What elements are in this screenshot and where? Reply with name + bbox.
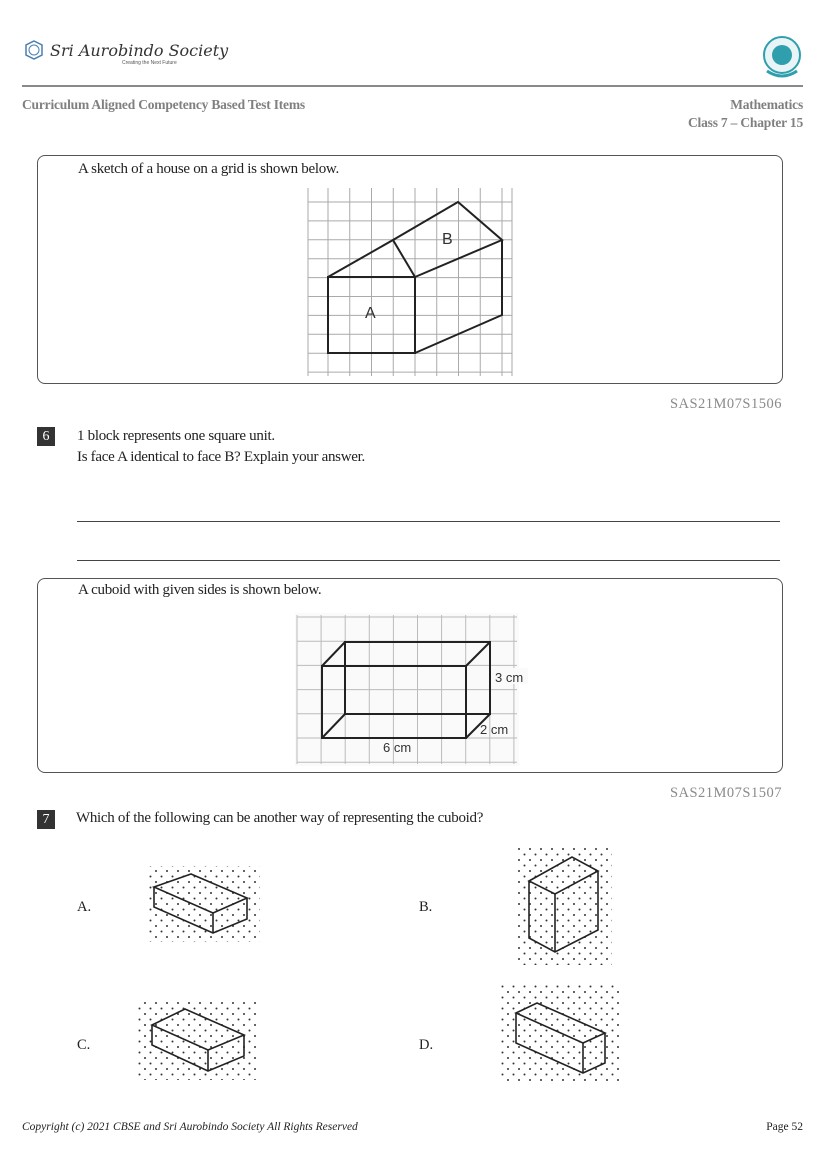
answer-line[interactable] (77, 560, 780, 561)
option-d-figure[interactable] (500, 985, 622, 1082)
question-number: 7 (37, 810, 55, 829)
option-a-figure[interactable] (146, 866, 260, 942)
option-d-label[interactable]: D. (419, 1037, 434, 1053)
item-code: SAS21M07S1507 (669, 785, 782, 801)
options-figures (0, 840, 827, 1090)
cbse-emblem (761, 35, 803, 81)
question-line-2: Is face A identical to face B? Explain your answer. (77, 449, 365, 465)
class-chapter: Class 7 – Chapter 15 (687, 115, 803, 130)
sri-aurobindo-society-logo (22, 36, 229, 68)
face-b-label: B (442, 231, 453, 248)
option-c-figure[interactable] (138, 1001, 259, 1080)
option-b-label[interactable]: B. (419, 899, 433, 915)
page-number: Page 52 (766, 1121, 803, 1133)
copyright: Copyright (c) 2021 CBSE and Sri Aurobindo Society All Rights Reserved (22, 1121, 358, 1133)
option-c-label[interactable]: C. (77, 1037, 91, 1053)
depth-label: 2 cm (480, 722, 509, 737)
subject: Mathematics (730, 97, 803, 112)
svg-text:Sri Aurobindo Society: Sri Aurobindo Society (50, 41, 229, 60)
item-code: SAS21M07S1506 (669, 396, 782, 412)
height-label: 3 cm (495, 670, 524, 685)
stimulus-text: A cuboid with given sides is shown below. (78, 582, 322, 598)
question-number: 6 (37, 427, 55, 446)
question-line-1: 1 block represents one square unit. (77, 428, 275, 444)
document-title: Curriculum Aligned Competency Based Test Items (22, 97, 305, 112)
option-b-figure[interactable] (516, 845, 612, 965)
house-grid-figure (305, 185, 517, 377)
stimulus-text: A sketch of a house on a grid is shown below. (78, 161, 339, 177)
option-a-label[interactable]: A. (77, 899, 92, 915)
header-divider (22, 85, 803, 87)
answer-line[interactable] (77, 521, 780, 522)
cuboid-grid-figure (295, 613, 524, 766)
face-a-label: A (365, 305, 376, 322)
question-text: Which of the following can be another way of representing the cuboid? (76, 810, 484, 826)
svg-text:Creating the Next Future: Creating the Next Future (122, 60, 177, 66)
length-label: 6 cm (383, 740, 412, 755)
